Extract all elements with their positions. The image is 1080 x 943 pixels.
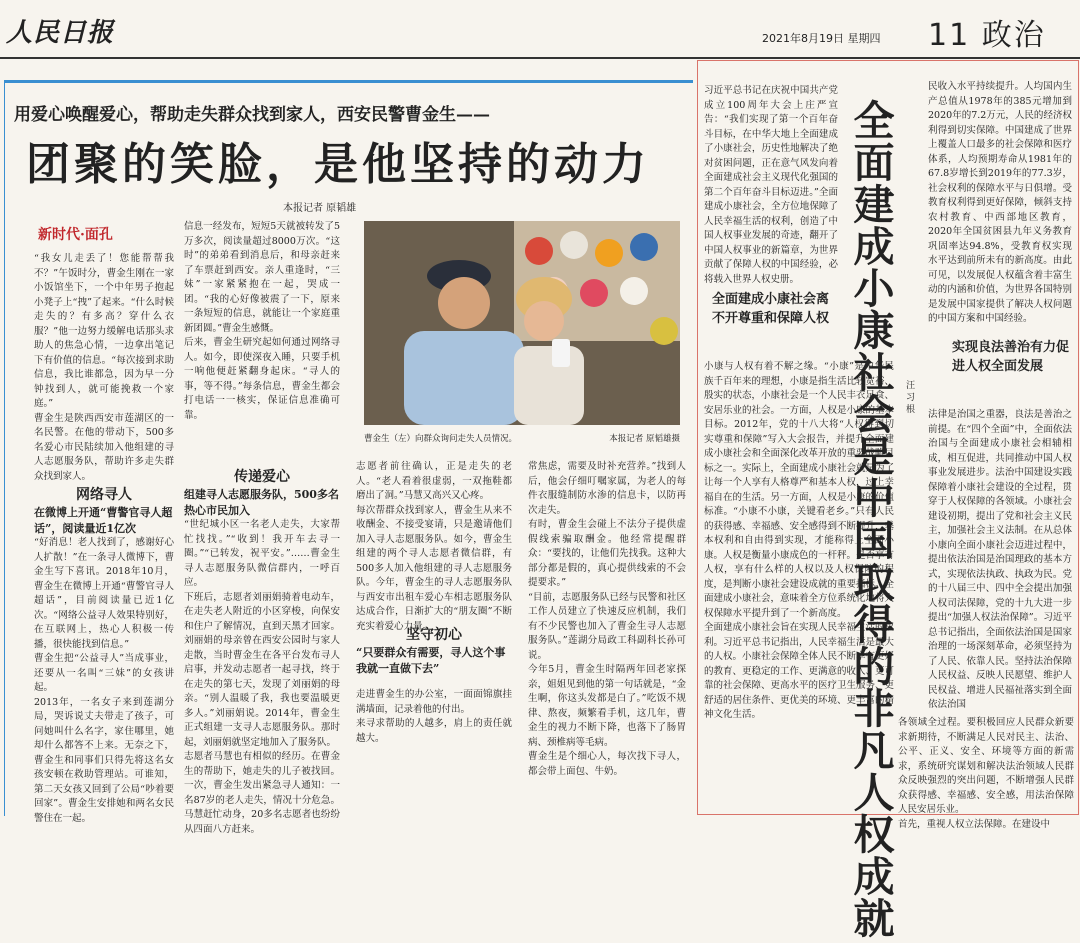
subhead-love: 传递爱心 <box>234 469 290 485</box>
masthead <box>0 0 1080 58</box>
deck-network: 在微博上开通“曹警官寻人超话”，阅读量近1亿次 <box>34 506 173 535</box>
article-column-3b: 走进曹金生的办公室，一面面锦旗挂满墙面，记录着他的付出。 来寻求帮助的人越多，肩上的责任就越大。 <box>356 689 512 744</box>
right-subhead-1-block <box>712 290 832 328</box>
photo-caption-row <box>364 432 680 444</box>
article-column-3: 志愿者前往确认，正是走失的老人。“老人看着很虚弱，一双拖鞋都磨出了洞。”马慧又高兴又心疼。 每次帮群众找到家人，曹金生从来不收酬金、不接受宴请，只是邀请他们加入寻人志愿服务队。如今，曹金生组建的两个寻人志愿者微信群，有500多人加入他组建的寻人志愿服务队。今年，曹金生的寻人志愿服务队与西安市出租车爱心车相志愿服务队达成合作，日渐扩大的“朋友圈”不断充实着爱心力量。 <box>356 461 512 632</box>
photo-caption: 曹金生（左）向群众询问走失人员情况。 <box>364 434 518 444</box>
right-article-title: 全面建成小康社会是中国取得的非凡人权成就 <box>853 97 895 943</box>
article-kicker: 用爱心唤醒爱心，帮助走失群众找到家人，西安民警曹金生—— <box>14 105 490 125</box>
deck-faith: “只要群众有需要，寻人这个事我就一直做下去” <box>356 646 506 675</box>
right-column-2: 小康与人权有着不解之缘。“小康”是中华民族千百年来的理想，小康是指生活比较宽裕、殷实的状态，小康社会是一个人民丰衣足食、安居乐业的社会。一方面，人权是小康的基本目标。2012年，党的十八大将“人权得到切实尊重和保障”写入大会报告，并提升全面建成小康社会和全面深化改革开放的重要战略目标之一。实际上，全面建成小康社会就是为了让每一个人享有人格尊严和基本人权，过上幸福自在的生活。另一方面，人权是小康的价值标准。“小康不小康，关键看老乡。”只有人民的获得感、幸福感、安全感得到不断提升，基本权利和自由得到实现，才能称得上全面小康。人权是衡量小康成色的一杆秤。是否享有人权，享有什么样的人权以及人权保障的程度，是判断小康社会建设成就的重要指标。全面建成小康社会，意味着全方位系统化地将人权保障水平提升到了一个新高度。 全面建成小康社会旨在实现人民幸福生活的权利。习近平总书记指出，人民幸福生活是最大的人权。小康社会保障全体人民不断享有更好的教育、更稳定的工作、更满意的收入、更可靠的社会保障、更高水平的医疗卫生服务、更舒适的居住条件、更优美的环境、更丰富的精神文化生活。 <box>704 361 895 720</box>
right-column-3: 民收入水平持续提升。人均国内生产总值从1978年的385元增加到2020年的7.2万元，人民的经济权利得到切实保障。中国建成了世界上覆盖人口最多的社会保障和医疗体系，人均预期寿命从1981年的67.8岁增长到2019年的77.3岁，社会权利的保障水平与日俱增。受教育权利得到更好保障，倾斜支持农村教育、中西部地区教育，2020年全国贫困县九年义务教育巩固率达94.8%，受教育权实现水平达到前所未有的新高度。由此可见，以发展促人权蕴含着丰富生动的内涵和价值，为世界各国特别是发展中国家提供了解决人权问题的中国方案和中国经验。 <box>928 81 1072 324</box>
news-photo <box>364 221 680 425</box>
article-byline: 本报记者 原韬雄 <box>283 203 357 214</box>
issue-date: 2021年8月19日 星期四 <box>762 32 881 45</box>
right-subhead-2: 实现良法善治有力促进人权全面发展 <box>952 340 1070 374</box>
photo-illustration <box>364 221 680 425</box>
deck-love: 组建寻人志愿服务队，500多名热心市民加入 <box>184 488 339 517</box>
column-tag: 新时代·面孔 <box>38 227 113 243</box>
photo-credit: 本报记者 原韬雄摄 <box>609 434 680 444</box>
right-subhead-1: 全面建成小康社会离不开尊重和保障人权 <box>712 292 830 326</box>
right-column-5: 各领域全过程。要积极回应人民群众新要求新期待，不断满足人民对民主、法治、公平、正义、安全、环境等方面的新需求，系统研究谋划和解决法治领域人民群众反映强烈的突出问题，不断增强人民群众获得感、幸福感、安全感，用法治保障人民安居乐业。 首先，重视人权立法保障。在建设中 <box>898 717 1074 830</box>
article-column-1b: “好消息！老人找到了，感谢好心人扩散！”在一条寻人微博下，曹金生写下喜讯。2018年10月，曹金生在微博上开通“曹警官寻人超话”，目前阅读量已近1亿次。“网络公益寻人效果特别好，在互联网上，热心人积极一传播，很快能找到信息。” 曹金生把“公益寻人”当成事业，还要从一名叫“三妹”的女孩讲起。 2013年，一名女子来到莲湖分局，哭诉说丈夫带走了孩子，可问她叫什么名字，家住哪里，她却什么都答不上来。无奈之下，曹金生和同事们只得先将这名女孩安顿在救助管理站。可谁知，第二天女孩又回到了公局“吵着要回家”。曹金生安排她和两名女民警住在一起。 <box>34 537 174 824</box>
newspaper-logo: 人民日报 <box>6 18 115 48</box>
page-number: 11 政治 <box>928 18 1046 53</box>
article-column-1: “我女儿走丢了！您能帮帮我不？”午饭时分，曹金生刚在一家小饭馆坐下，一个中年男子抱起小凳子上“拽”了起来。“什么时候走失的？有多高？穿什么衣服？”他一边努力缓解电话那头求助人的焦急心情，一边拿出笔记下有价值的信息。“每次接到求助信息，我比谁都急，因为早一分钟找到人，就可能挽救一个家庭。” 曹金生是陕西西安市莲湖区的一名民警。在他的带动下，500多名爱心市民陆续加入他组建的寻人志愿服务队，帮助许多走失群众找到家人。 <box>34 253 174 482</box>
right-article-author: 汪习根 <box>906 381 916 415</box>
article-column-4: 常焦虑，需要及时补充营养。”找到人后，他会仔细叮嘱家属，为老人的每件衣服缝制防水渗的信息卡，以防再次走失。 有时，曹金生会碰上不法分子提供虚假线索骗取酬金。他经常提醒群众：“要找的，让他们先找我。这种大部分都是假的，真心提供线索的不会提要求。” “目前，志愿服务队已经与民警和社区工作人员建立了快速反应机制，我们有不少民警也加入了曹金生寻人志愿服务队。”莲湖分局政工科副科长孙可说。 今年5月，曹金生时隔两年回老家探亲，姐姐见到他的第一句话就是，“金生啊，你这头发都是白了。”吃饭不规律、熬夜，频繁看手机，这几年，曹金生的视力不断下降，也落下了肠胃病、颈椎病等毛病。 曹金生是个细心人，每次找下寻人，都会带上面包、牛奶。 <box>528 461 686 777</box>
section-faith <box>356 624 512 676</box>
right-column-1: 习近平总书记在庆祝中国共产党成立100周年大会上庄严宣告：“我们实现了第一个百年奋斗目标，在中华大地上全面建成了小康社会，历史性地解决了绝对贫困问题，正在意气风发向着全面建成社会主义现代化强国的第二个百年奋斗目标迈进。”全面建成小康社会，全方位地保障了人民幸福生活的权利，创造了中国人权事业发展的奇迹，翻开了中国人权事业的新篇章，为世界贡献了保障人权的中国经验，必将载入世界人权史册。 <box>704 85 838 285</box>
subhead-faith: 坚守初心 <box>406 627 462 643</box>
article-column-2: 信息一经发布，短短5天就被转发了5万多次，阅读量超过8000万次。“这时”的弟弟看到消息后，和母亲赶来了车票赶到西安。亲人重逢时，“三妹”一家紧紧抱在一起，哭成一团。“我的心好像被震了一下，原来一条短短的信息，就能让一个家庭重新团圆。”曹金生感慨。 后来，曹金生研究起如何通过网络寻人。如今，即使深夜入睡，只要手机一响他便赶紧翻身起床。“寻人的事，等不得。”每条信息，曹金生都会打电话一一核实，保证信息准确可靠。 <box>184 221 340 421</box>
section-network <box>34 484 174 826</box>
section-love <box>184 466 340 837</box>
article-headline: 团聚的笑脸，是他坚持的动力 <box>26 139 650 190</box>
subhead-network: 网络寻人 <box>76 487 132 503</box>
masthead-rule <box>0 57 1080 59</box>
right-subhead-2-block <box>952 338 1072 376</box>
right-column-4: 法律是治国之重器，良法是善治之前提。在“四个全面”中，全面依法治国与全面建成小康社会相辅相成，相互促进，共同推动中国人权事业发展进步。法治中国建设实践保障着小康社会建设的全过程，贯穿于人权保障的各领域。小康社会建设初期，提出了党和社会主义民主，加强社会主义法制。在从总体小康向全面小康社会迈进过程中，提出依法治国是治国理政的基本方式，实现依法执政、执政为民。党的十八届三中、四中全会提出加强人权司法保障，党的十九大进一步提出“加强人权法治保障”。习近平总书记指出，全面依法治国是国家治理的一场深刻革命，必须坚持为了人民、依靠人民。坚持法治保障人民权益、反映人民愿望、维护人民权益、增进人民福祉落实到全面依法治国 <box>928 409 1072 710</box>
article-column-2b: “世纪城小区一名老人走失，大家帮忙找找。”“收到！我开车去寻一圈。”“已转发，祝平安。”……曹金生寻人志愿服务队微信群内，一呼百应。 下班后，志愿者刘丽娟骑着电动车，在走失老人附近的小区穿梭，向保安和住户了解情况，直到天黑才回家。刘丽娟的母亲曾在西安公园时与家人走散，当时曹金生在各平台发布寻人启事，并发动志愿者一起寻找，终于在走失的第七天，发现了刘丽娟的母亲。“别人温暖了我，我也要温暖更多人。”刘丽娟说。2014年，曹金生正式组建一支寻人志愿服务队。那时起，刘丽娟就坚定地加入了服务队。 志愿者马慧也有相似的经历。在曹金生的帮助下，她走失的儿子被找回。一次，曹金生发出紧急寻人通知：一名87岁的老人走失，情况十分危急。马慧赶忙动身，20多名志愿者也纷纷从四面八方赶来。 <box>184 519 340 835</box>
